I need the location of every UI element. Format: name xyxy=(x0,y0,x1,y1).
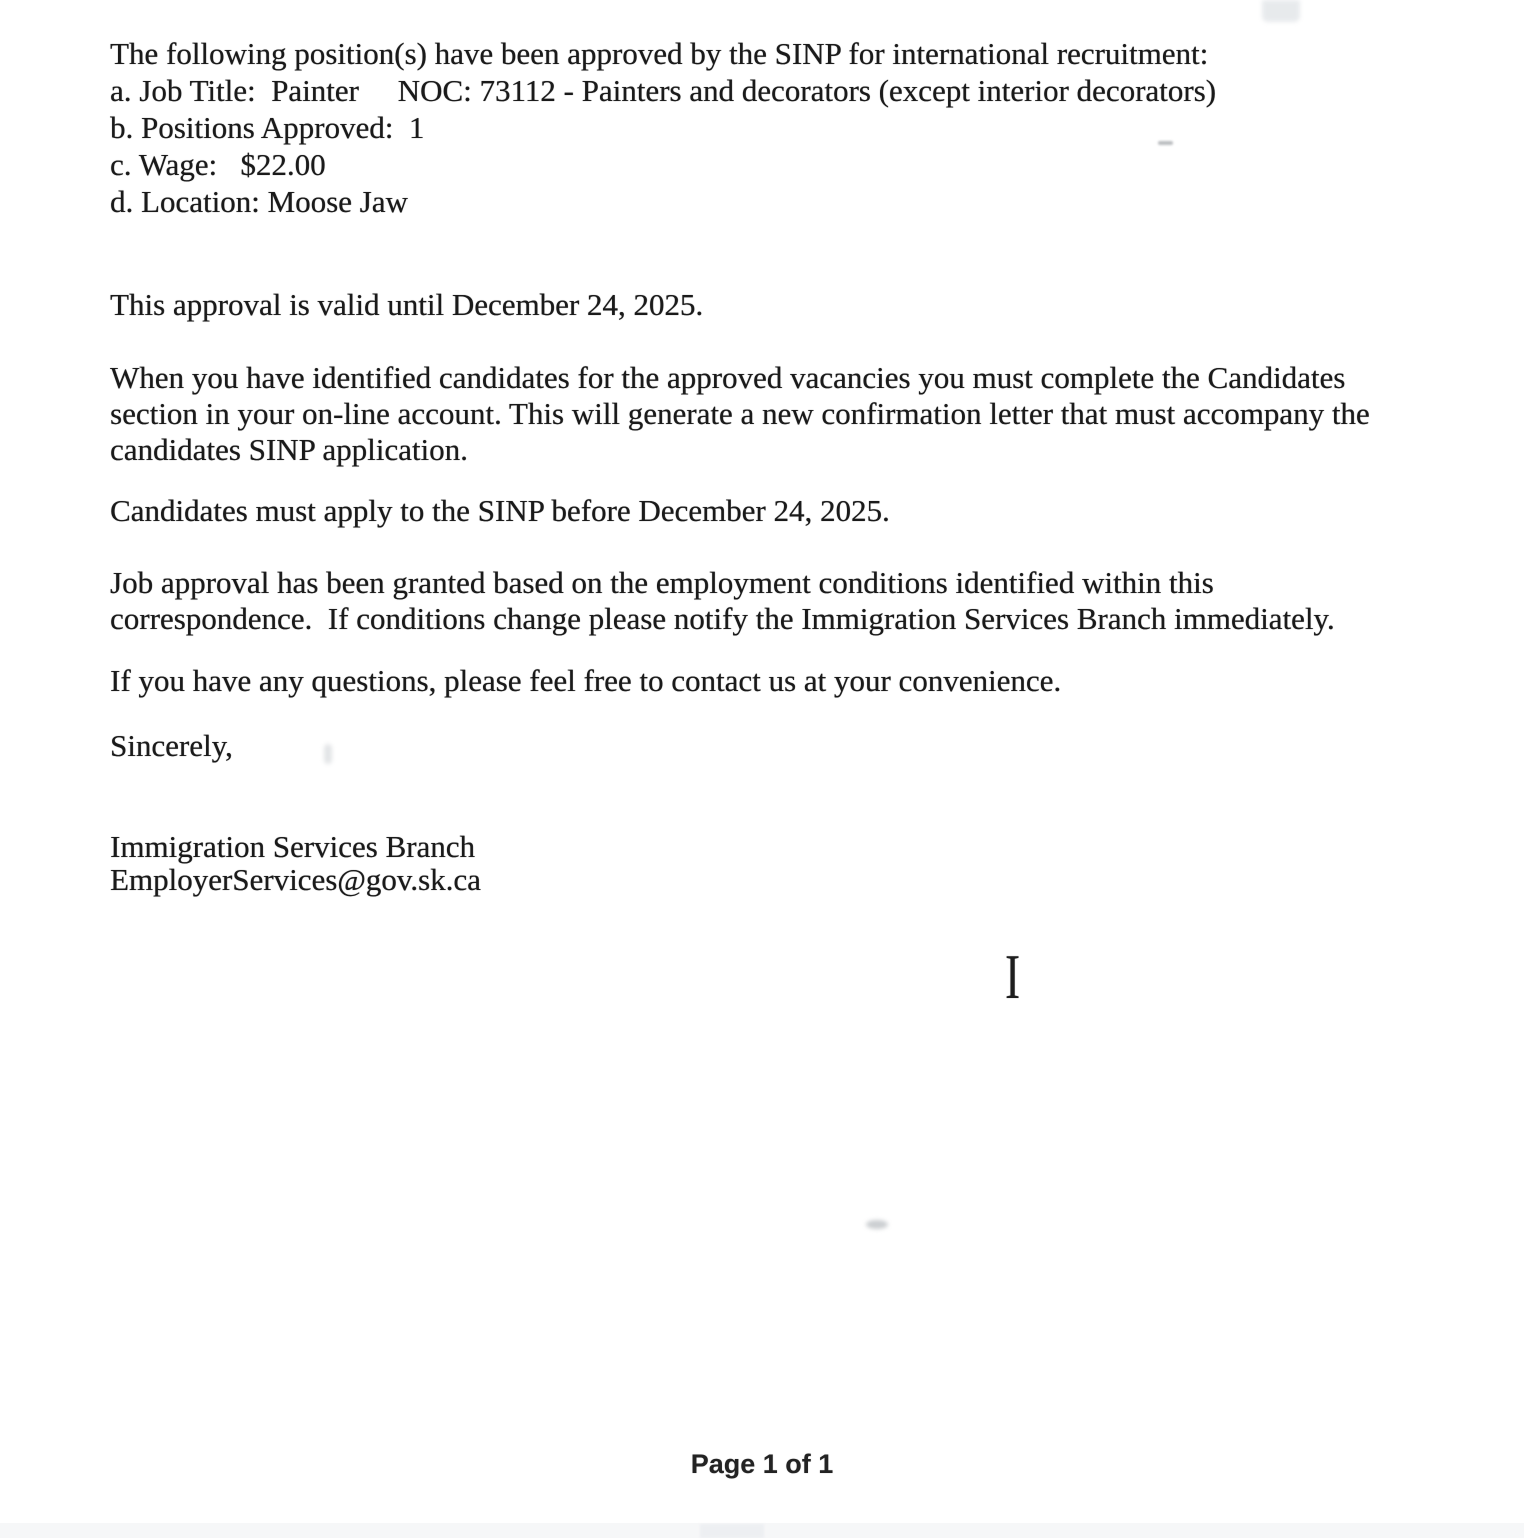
employment-conditions-paragraph xyxy=(110,565,1335,637)
questions-paragraph xyxy=(110,663,1061,699)
apply-deadline-paragraph xyxy=(110,493,890,529)
scan-artifact-top-right xyxy=(1262,0,1300,22)
approved-positions-section xyxy=(110,35,1216,220)
text-cursor-mark: I xyxy=(1005,942,1021,1012)
wage-line: c. Wage: $22.00 xyxy=(110,147,326,182)
closing-paragraph xyxy=(110,728,233,764)
conditions-line-1: Job approval has been granted based on the employment conditions identified within this xyxy=(110,565,1214,600)
job-title-line: a. Job Title: Painter NOC: 73112 - Painters and decorators (except interior decorators) xyxy=(110,73,1216,108)
validity-line: This approval is valid until December 24, 2025. xyxy=(110,287,704,322)
instructions-line-3: candidates SINP application. xyxy=(110,432,468,467)
location-line: d. Location: Moose Jaw xyxy=(110,184,408,219)
instructions-line-2: section in your on-line account. This will generate a new confirmation letter that must accompany the xyxy=(110,396,1370,431)
signature-block xyxy=(110,830,481,896)
email-address-line: EmployerServices@gov.sk.ca xyxy=(110,862,481,897)
scan-artifact-smudge xyxy=(866,1220,888,1229)
scan-artifact-fleck xyxy=(324,744,332,764)
positions-approved-line: b. Positions Approved: 1 xyxy=(110,110,425,145)
intro-line: The following position(s) have been approved by the SINP for international recruitment: xyxy=(110,36,1209,71)
questions-line: If you have any questions, please feel free to contact us at your convenience. xyxy=(110,663,1062,698)
apply-deadline-line: Candidates must apply to the SINP before December 24, 2025. xyxy=(110,493,890,528)
instructions-line-1: When you have identified candidates for the approved vacancies you must complete the Candidates xyxy=(110,360,1346,395)
scan-edge-patch xyxy=(700,1524,764,1538)
candidate-instructions-paragraph xyxy=(110,360,1370,468)
sincerely-line: Sincerely, xyxy=(110,728,233,763)
validity-paragraph xyxy=(110,287,703,323)
sender-name-line: Immigration Services Branch xyxy=(110,829,476,864)
conditions-line-2: correspondence. If conditions change please notify the Immigration Services Branch immediately. xyxy=(110,601,1335,636)
page-number: Page 1 of 1 xyxy=(690,1449,834,1479)
